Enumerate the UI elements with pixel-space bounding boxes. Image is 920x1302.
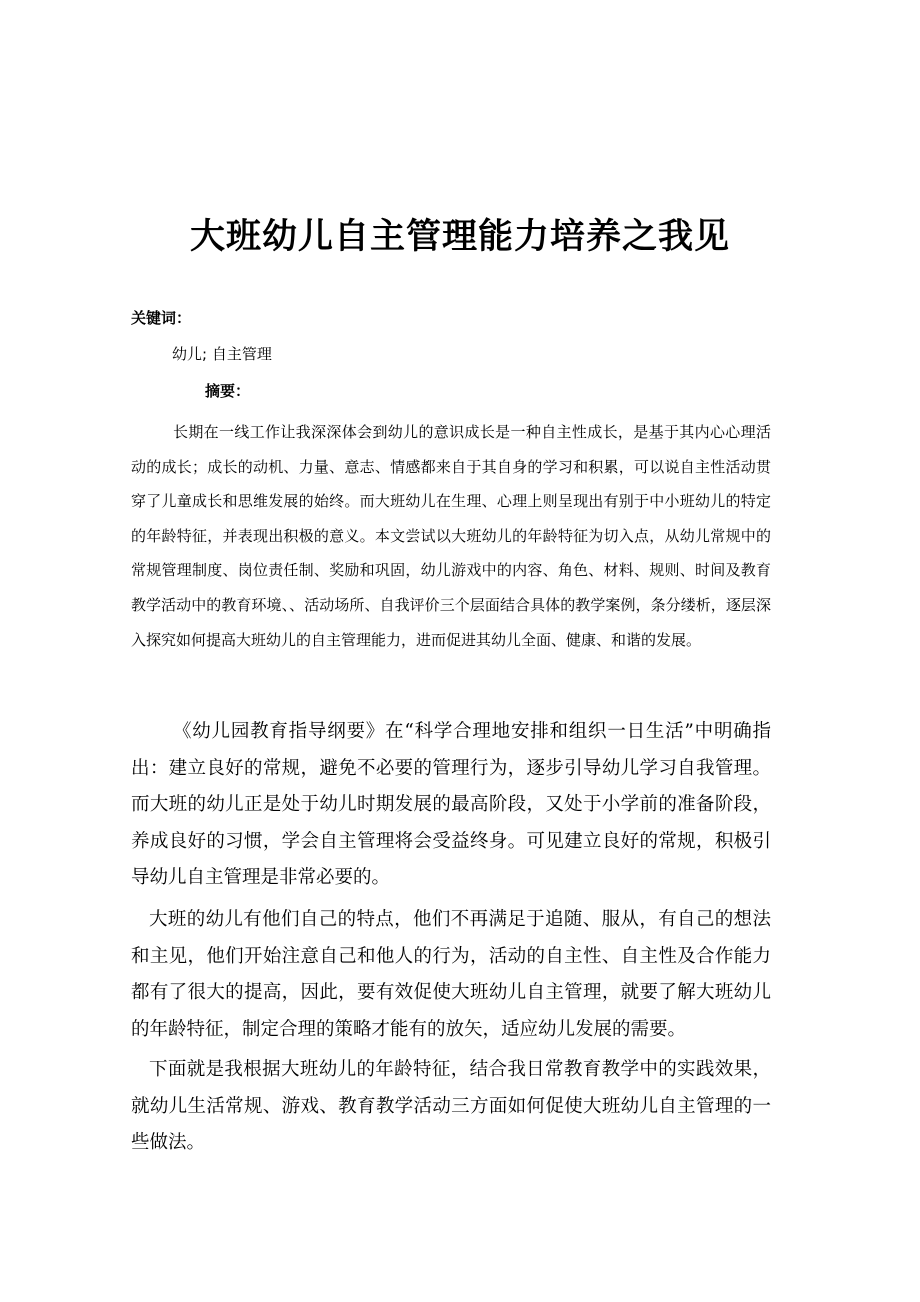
body-paragraph-2: 大班的幼儿有他们自己的特点，他们不再满足于追随、服从，有自己的想法和主见，他们开始注意自己和他人的行为，活动的自主性、自主性及合作能力都有了很大的提高，因此，要有效促使大班幼儿自主管理，就要了解大班幼儿的年龄特征，制定合理的策略才能有的放矢，适应幼儿发展的需要。	[131, 909, 771, 1040]
document-title: 大班幼儿自主管理能力培养之我见	[189, 217, 730, 257]
abstract-label: 摘要：	[205, 382, 251, 400]
keywords-label: 关键词：	[131, 309, 192, 327]
body-paragraph-1: 《幼儿园教育指导纲要》在“科学合理地安排和组织一日生活”中明确指出：建立良好的常规，避免不必要的管理行为，逐步引导幼儿学习自我管理。而大班的幼儿正是处于幼儿时期发展的最高阶段，又处于小学前的准备阶段，养成良好的习惯，学会自主管理将会受益终身。可见建立良好的常规，积极引导幼儿自主管理是非常必要的。	[131, 721, 771, 889]
abstract-text: 长期在一线工作让我深深体会到幼儿的意识成长是一种自主性成长，是基于其内心心理活动的成长；成长的动机、力量、意志、情感都来自于其自身的学习和积累，可以说自主性活动贯穿了儿童成长和思维发展的始终。而大班幼儿在生理、心理上则呈现出有别于中小班幼儿的特定的年龄特征，并表现出积极的意义。本文尝试以大班幼儿的年龄特征为切入点，从幼儿常规中的常规管理制度、岗位责任制、奖励和巩固，幼儿游戏中的内容、角色、材料、规则、时间及教育教学活动中的教育环境、、活动场所、自我评价三个层面结合具体的教学案例，条分缕析，逐层深入探究如何提高大班幼儿的自主管理能力，进而促进其幼儿全面、健康、和谐的发展。	[131, 423, 771, 649]
keywords-value: 幼儿; 自主管理	[172, 345, 272, 363]
body-paragraph-3: 下面就是我根据大班幼儿的年龄特征，结合我日常教育教学中的实践效果，就幼儿生活常规、游戏、教育教学活动三方面如何促使大班幼儿自主管理的一些做法。	[131, 1059, 771, 1154]
